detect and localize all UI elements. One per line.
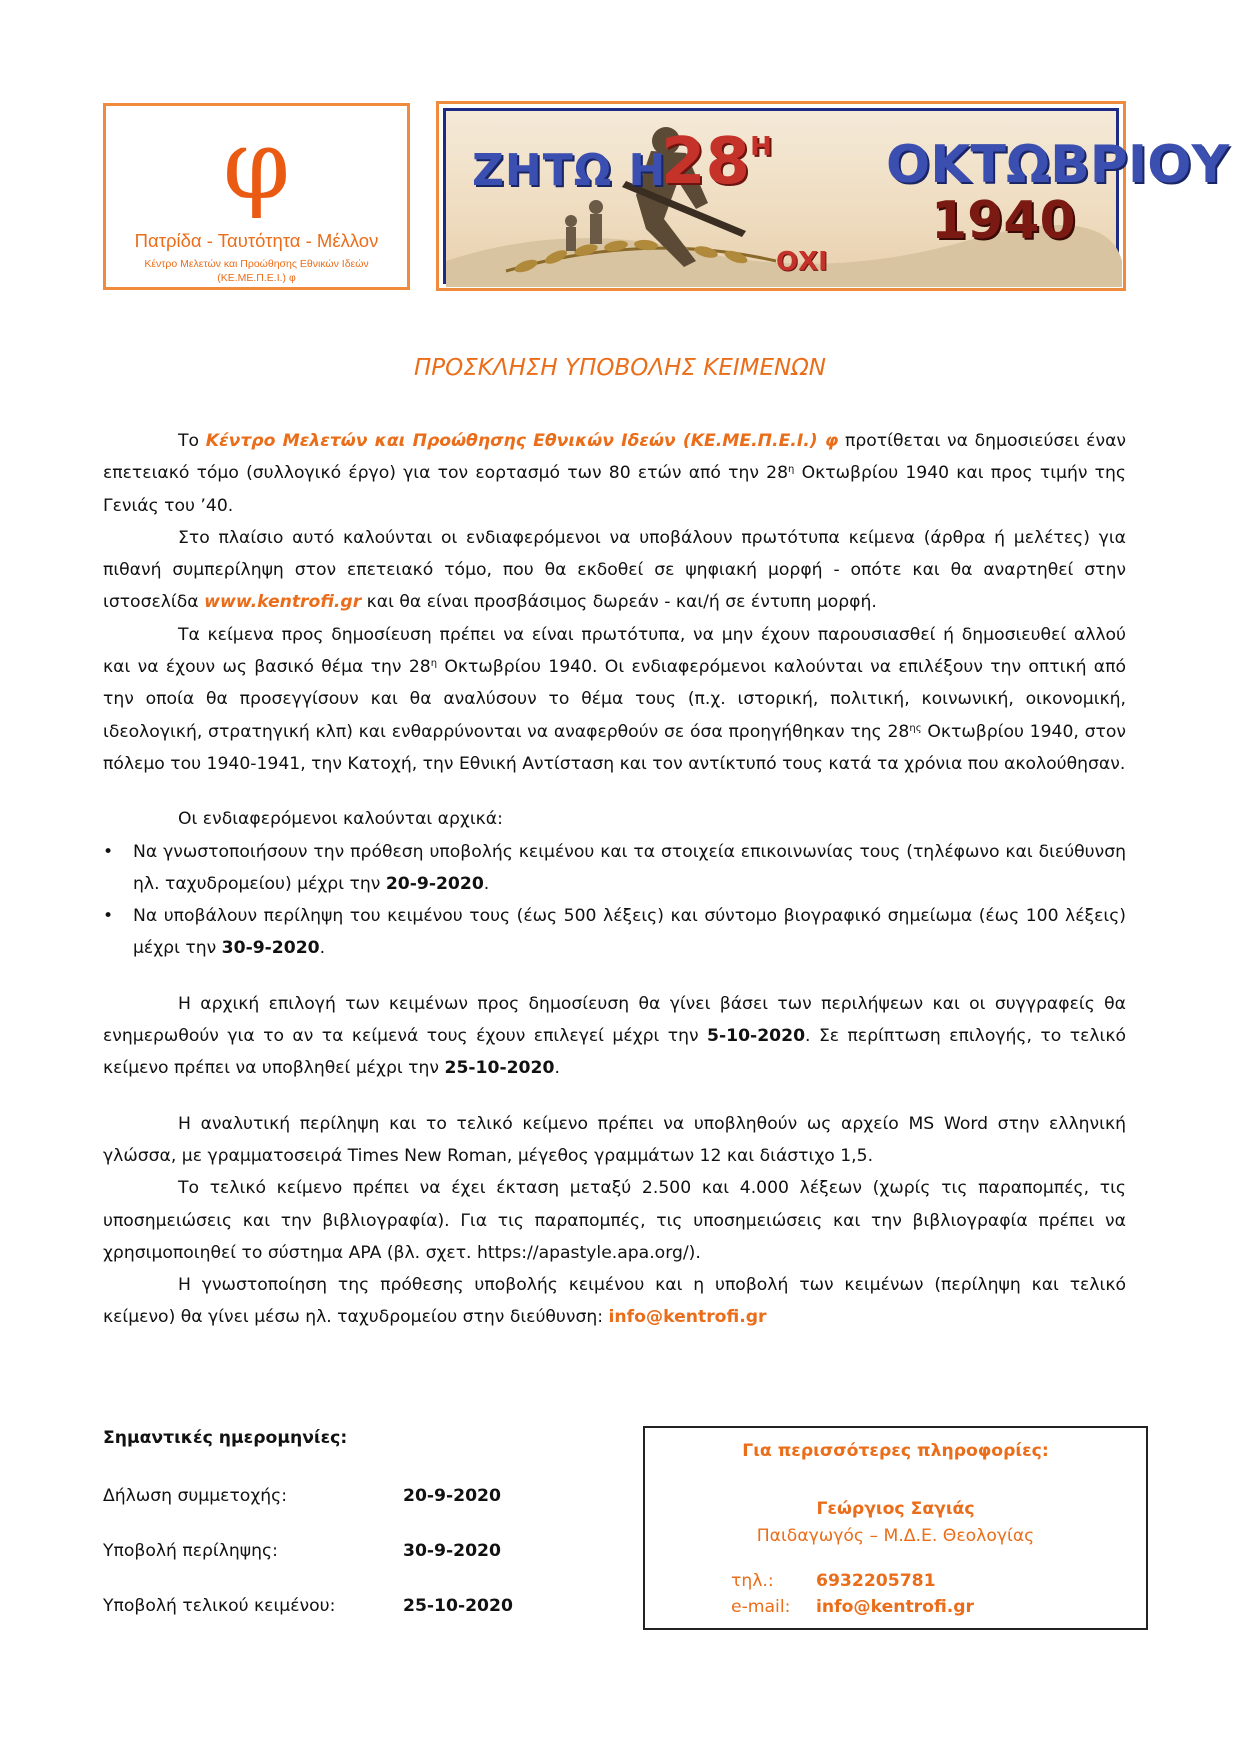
paragraph-selection	[103, 988, 1126, 1085]
contact-email	[731, 1597, 974, 1617]
phone-value[interactable]: 6932205781	[816, 1571, 936, 1591]
email-label: e-mail:	[731, 1597, 791, 1617]
p3-sup2: ης	[909, 722, 922, 734]
p1-text-b: Οκτωβρίου 1940 και προς τιμήν της Γενιάς του ’40.	[103, 463, 1126, 516]
p5-text-b: . Σε περίπτωση επιλογής, το τελικό κείμενο πρέπει να υποβληθεί μέχρι την	[103, 1026, 1126, 1079]
bullet2-text: Να υποβάλουν περίληψη του κειμένου τους (έως 500 λέξεις) και σύντομο βιογραφικό σημείωμα (έως 100 λέξεις) μέχρι την	[133, 906, 1126, 959]
date-value: 30-9-2020	[403, 1541, 501, 1561]
bullet2-end: .	[319, 938, 326, 959]
date-value: 20-9-2020	[403, 1486, 501, 1506]
paragraph-submission	[103, 1269, 1126, 1334]
bullet2-date: 30-9-2020	[221, 938, 320, 959]
date-label: Δήλωση συμμετοχής:	[103, 1486, 288, 1506]
p5-end: .	[554, 1058, 560, 1079]
banner-oxi: ΟΧΙ	[776, 247, 828, 277]
document-body	[103, 425, 1126, 1334]
date-row	[103, 1486, 501, 1506]
organization-name: Κέντρο Μελετών και Προώθησης Εθνικών Ιδεών (ΚΕ.ΜΕ.Π.Ε.Ι.) φ	[205, 431, 839, 451]
paragraph-format: Η αναλυτική περίληψη και το τελικό κείμενο πρέπει να υποβληθούν ως αρχείο MS Word στην ελληνική γλώσσα, με γραμματοσειρά Times New Roman, μέγεθος γραμμάτων 12 και διάστιχο 1,5.	[103, 1113, 1126, 1166]
p2-text-b: και θα είναι προσβάσιμος δωρεάν - και/ή σε έντυπη μορφή.	[361, 592, 877, 613]
date-label: Υποβολή περίληψης:	[103, 1541, 278, 1561]
list-item	[103, 900, 1126, 965]
contact-heading: Για περισσότερες πληροφορίες:	[742, 1441, 1049, 1461]
email-value[interactable]: info@kentrofi.gr	[816, 1597, 975, 1617]
banner-month: ΟΚΤΩΒΡΙΟΥ	[886, 135, 1230, 195]
date-label: Υποβολή τελικού κειμένου:	[103, 1596, 336, 1616]
website-link[interactable]: www.kentrofi.gr	[204, 592, 362, 613]
steps-list	[103, 836, 1126, 965]
banner-28: 28	[661, 125, 751, 199]
date-row	[103, 1596, 513, 1616]
phone-label: τηλ.:	[731, 1571, 774, 1591]
paragraph-length: Το τελικό κείμενο πρέπει να έχει έκταση μεταξύ 2.500 και 4.000 λέξεων (χωρίς τις παραπομπές, τις υποσημειώσεις και την βιβλιογραφία). Για τις παραπομπές, τις υποσημειώσεις και την βιβλιογραφία πρέπει να χρησιμοποιηθεί το σύστημα APA (βλ. σχετ. https://apastyle.apa.org/).	[103, 1178, 1126, 1263]
date-value: 25-10-2020	[403, 1596, 513, 1616]
p3-text-b: Οκτωβρίου 1940. Οι ενδιαφερόμενοι καλούνται να επιλέξουν την οπτική από την οποία θα προσεγγίσουν και θα αναλύσουν το θέμα τους (π.χ. ιστορική, πολιτική, κοινωνική, οικονομική, ιδεολογική, στρατηγική κλπ) και ενθαρρύνονται να αναφερθούν σε όσα προηγήθηκαν της 28	[103, 657, 1126, 742]
p2-text-a: Στο πλαίσιο αυτό καλούνται οι ενδιαφερόμενοι να υποβάλουν πρωτότυπα κείμενα (άρθρα ή μελέτες) για πιθανή συμπερίληψη στον επετειακό τόμο, που θα εκδοθεί σε ψηφιακή μορφή - οπότε και θα αναρτηθεί στην ιστοσελίδα	[103, 527, 1126, 613]
logo	[103, 103, 410, 290]
contact-phone	[731, 1571, 936, 1591]
p5-text-a: Η αρχική επιλογή των κειμένων προς δημοσίευση θα γίνει βάσει των περιλήψεων και οι συγγραφείς θα ενημερωθούν για το αν τα κείμενά τους έχουν επιλεγεί μέχρι την	[103, 993, 1126, 1047]
bullet1-end: .	[483, 873, 490, 894]
anniversary-banner-image	[436, 101, 1230, 291]
p3-text-a: Τα κείμενα προς δημοσίευση πρέπει να είναι πρωτότυπα, να μην έχουν παρουσιασθεί ή δημοσιευθεί αλλού και να έχουν ως βασικό θέμα την 28	[103, 624, 1126, 678]
p8-text: Η γνωστοποίηση της πρόθεσης υποβολής κειμένου και η υποβολή των κειμένων (περίληψη και τελικό κείμενο) θα γίνει μέσω ηλ. ταχυδρομείου στην διεύθυνση:	[103, 1275, 1126, 1328]
banner-number-suffix: Η	[750, 132, 772, 162]
contact-role: Παιδαγωγός – Μ.Δ.Ε. Θεολογίας	[756, 1526, 1035, 1546]
banner-number	[661, 125, 772, 199]
list-item	[103, 836, 1126, 901]
paragraph-intro	[103, 425, 1126, 522]
date-row	[103, 1541, 501, 1561]
paragraph-framework	[103, 522, 1126, 619]
bullet1-text: Να γνωστοποιήσουν την πρόθεση υποβολής κειμένου και τα στοιχεία επικοινωνίας τους (τηλέφωνο και διεύθυνση ηλ. ταχυδρομείου) μέχρι την	[133, 841, 1126, 894]
logo-motto: Πατρίδα - Ταυτότητα - Μέλλον	[134, 230, 379, 251]
p1-pre: Το	[178, 431, 206, 451]
banner-zito: ΖΗΤΩ Η	[472, 145, 667, 196]
contact-box	[643, 1426, 1148, 1630]
p1-sup: η	[788, 464, 795, 476]
banner-year: 1940	[931, 191, 1076, 251]
p5-date1: 5-10-2020	[707, 1026, 806, 1047]
paragraph-initial-steps: Οι ενδιαφερόμενοι καλούνται αρχικά:	[178, 809, 503, 830]
contact-name: Γεώργιος Σαγιάς	[816, 1499, 975, 1519]
phi-logo-icon: φ	[222, 109, 291, 221]
paragraph-requirements	[103, 619, 1126, 780]
logo-org-line2: (ΚΕ.ΜΕ.Π.Ε.Ι.) φ	[217, 272, 296, 284]
email-link[interactable]: info@kentrofi.gr	[608, 1307, 767, 1328]
p3-text-c: Οκτωβρίου 1940, στον πόλεμο του 1940-1941, την Κατοχή, την Εθνική Αντίσταση και τον αντίκτυπό τους κατά τα χρόνια που ακολούθησαν.	[103, 721, 1126, 774]
p3-sup1: η	[430, 658, 438, 670]
banner-frame	[443, 108, 1230, 284]
p5-date2: 25-10-2020	[444, 1058, 555, 1079]
bullet1-date: 20-9-2020	[385, 873, 484, 894]
dates-heading: Σημαντικές ημερομηνίες:	[103, 1428, 348, 1448]
logo-organization	[106, 257, 407, 285]
document-title: ΠΡΟΣΚΛΗΣΗ ΥΠΟΒΟΛΗΣ ΚΕΙΜΕΝΩΝ	[413, 355, 826, 381]
logo-org-line1: Κέντρο Μελετών και Προώθησης Εθνικών Ιδεών	[144, 258, 369, 270]
p1-text-a: προτίθεται να δημοσιεύσει έναν επετειακό τόμο (συλλογικό έργο) για τον εορτασμό των 80 ετών από την 28	[103, 431, 1126, 484]
